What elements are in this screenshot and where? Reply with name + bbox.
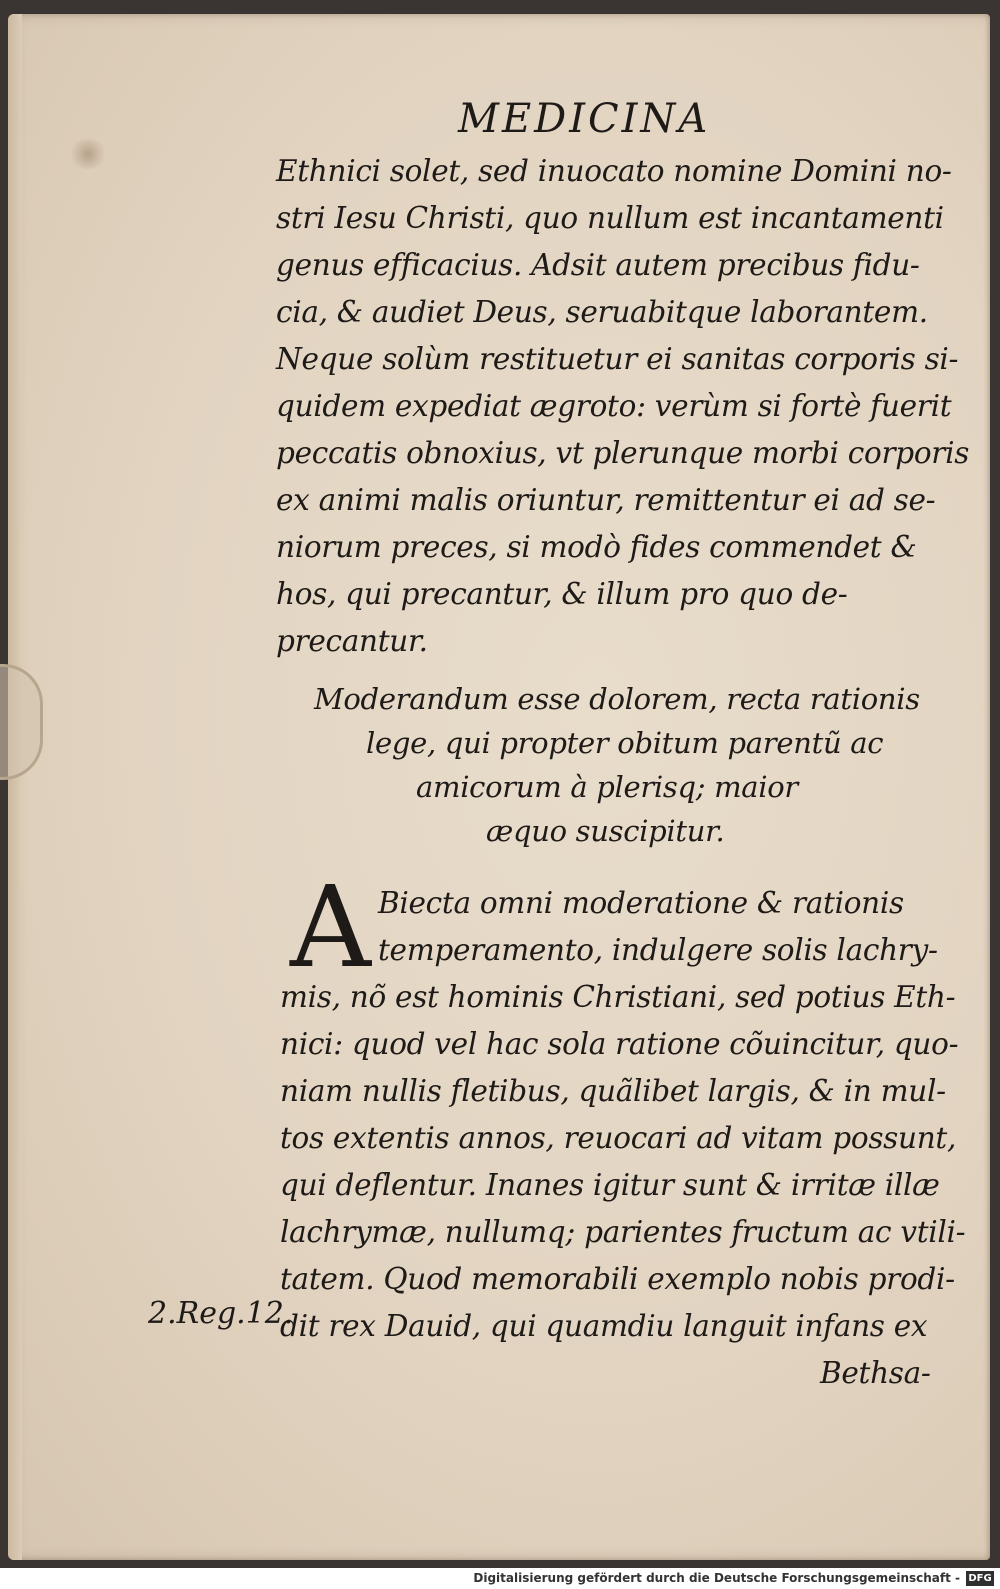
body-line: stri Iesu Christi, quo nullum est incantamenti	[276, 201, 944, 235]
paragraph-line: dit rex Dauid, qui quamdiu languit infans ex	[280, 1309, 928, 1343]
book-page	[8, 14, 990, 1560]
heading-line: Moderandum esse dolorem, recta rationis	[314, 682, 920, 716]
paragraph-line: lachrymæ, nullumq; parientes fructum ac vtili-	[280, 1215, 966, 1249]
page-stain	[68, 139, 108, 169]
drop-cap: A	[290, 863, 371, 993]
paragraph-line: tos extentis annos, reuocari ad vitam possunt,	[280, 1121, 957, 1155]
paragraph-line: nici: quod vel hac sola ratione cõuincitur, quo-	[280, 1027, 959, 1061]
paragraph-line: Bethsa-	[820, 1356, 931, 1390]
body-line: niorum preces, si modò fides commendet &	[276, 530, 917, 564]
heading-line: æquo suscipitur.	[486, 814, 725, 848]
clasp-shadow	[0, 664, 43, 780]
paragraph-line: tatem. Quod memorabili exemplo nobis prodi-	[280, 1262, 955, 1296]
footer-bar	[0, 1569, 1000, 1589]
body-line: Ethnici solet, sed inuocato nomine Domini no-	[276, 154, 952, 188]
paragraph-line: mis, nõ est hominis Christiani, sed potius Eth-	[280, 980, 956, 1014]
paragraph-line: Biecta omni moderatione & rationis	[378, 886, 904, 920]
paragraph-line: niam nullis fletibus, quãlibet largis, & in mul-	[280, 1074, 946, 1108]
heading-line: amicorum à plerisq; maior	[416, 770, 798, 804]
margin-note: 2.Reg.12.	[148, 1296, 294, 1331]
paragraph-line: temperamento, indulgere solis lachry-	[378, 933, 938, 967]
heading-line: lege, qui propter obitum parentũ ac	[366, 726, 884, 760]
body-line: precantur.	[276, 624, 428, 658]
body-line: quidem expediat ægroto: verùm si fortè fuerit	[276, 389, 952, 423]
paragraph-line: qui deflentur. Inanes igitur sunt & irritæ illæ	[280, 1168, 940, 1202]
body-line: peccatis obnoxius, vt plerunque morbi corporis	[276, 436, 970, 470]
page-edge	[8, 14, 22, 1560]
body-line: Neque solùm restituetur ei sanitas corporis si-	[276, 342, 959, 376]
dfg-logo: DFG	[966, 1571, 994, 1586]
running-header: MEDICINA	[458, 96, 711, 142]
body-line: hos, qui precantur, & illum pro quo de-	[276, 577, 848, 611]
body-line: genus efficacius. Adsit autem precibus fidu-	[276, 248, 920, 282]
body-line: ex animi malis oriuntur, remittentur ei ad se-	[276, 483, 936, 517]
body-line: cia, & audiet Deus, seruabitque laborantem.	[276, 295, 928, 329]
footer-credit: Digitalisierung gefördert durch die Deutsche Forschungsgemeinschaft -	[473, 1571, 960, 1585]
